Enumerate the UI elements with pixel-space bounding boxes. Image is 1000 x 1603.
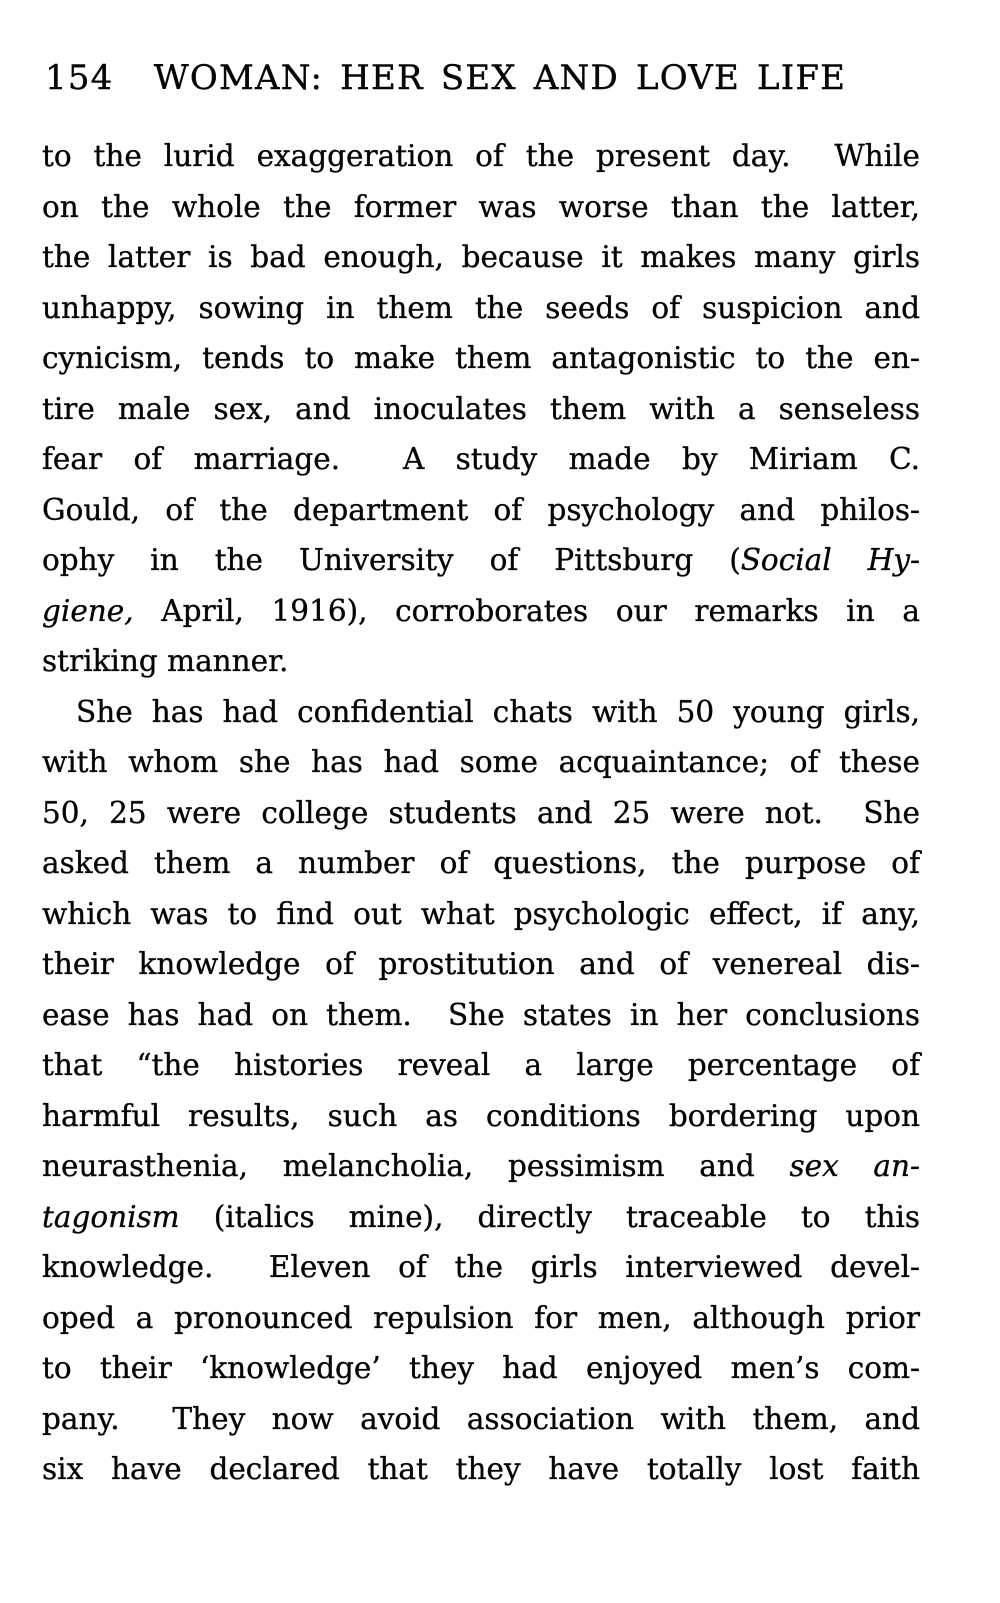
text-line (42, 1343, 920, 1394)
text-segment: that “the histories reveal a large percentage of (42, 1048, 920, 1082)
text-line (42, 1242, 920, 1293)
text-block (42, 131, 920, 1495)
text-segment: knowledge. Eleven of the girls interviewed devel- (42, 1250, 920, 1284)
text-line (42, 434, 920, 485)
text-line (42, 1091, 920, 1142)
text-segment: tire male sex, and inoculates them with a senseless (42, 391, 920, 426)
text-line (42, 838, 920, 889)
text-segment: ophy in the University of Pittsburg ( (42, 543, 741, 577)
text-segment: six have declared that they have totally lost faith (42, 1452, 920, 1486)
text-line (42, 232, 920, 283)
text-line (42, 687, 920, 738)
text-segment-italic: Social Hy- (740, 543, 921, 577)
text-segment: the latter is bad enough, because it makes many girls (42, 240, 920, 274)
text-segment: harmful results, such as conditions bordering upon (42, 1098, 920, 1133)
text-line (42, 1394, 920, 1445)
page-header (0, 58, 1000, 106)
text-segment: pany. They now avoid association with them, and (42, 1401, 920, 1436)
text-line (42, 1141, 920, 1192)
text-segment: to their ‘knowledge’ they had enjoyed men’s com- (42, 1351, 920, 1385)
text-segment: She has had confidential chats with 50 young girls, (76, 694, 920, 729)
text-segment: cynicism, tends to make them antagonistic to the en- (42, 341, 920, 375)
text-segment: April, 1916), corroborates our remarks in a (133, 593, 920, 628)
text-segment: 50, 25 were college students and 25 were not. She (42, 795, 920, 830)
text-line (42, 990, 920, 1041)
text-segment: Gould, of the department of psychology and philos- (42, 492, 920, 527)
text-line (42, 586, 920, 637)
text-segment: their knowledge of prostitution and of venereal dis- (42, 947, 920, 981)
text-segment: to the lurid exaggeration of the present day. While (42, 139, 920, 173)
text-line (42, 485, 920, 536)
text-line (42, 939, 920, 990)
text-line (42, 182, 920, 233)
text-segment: (italics mine), directly traceable to this (179, 1199, 920, 1234)
page-number: 154 (45, 58, 114, 98)
text-line (42, 283, 920, 334)
text-segment: fear of marriage. A study made by Miriam C. (42, 442, 920, 476)
text-line (42, 1040, 920, 1091)
text-line (42, 384, 920, 435)
text-line (42, 1293, 920, 1344)
text-segment: neurasthenia, melancholia, pessimism and (42, 1149, 790, 1183)
text-segment: unhappy, sowing in them the seeds of suspicion and (42, 290, 920, 325)
text-line (42, 1444, 920, 1495)
text-segment: with whom she has had some acquaintance; of these (42, 745, 920, 779)
text-segment: asked them a number of questions, the purpose of (42, 846, 920, 880)
text-segment: ease has had on them. She states in her conclusions (42, 997, 920, 1032)
text-segment: oped a pronounced repulsion for men, although prior (42, 1300, 920, 1335)
running-title: WOMAN: HER SEX AND LOVE LIFE (153, 58, 847, 98)
text-line (42, 333, 920, 384)
text-segment-italic: tagonism (42, 1199, 180, 1234)
text-segment-italic: sex an- (789, 1149, 920, 1183)
text-line (42, 131, 920, 182)
text-segment-italic: giene, (42, 593, 134, 628)
text-segment: on the whole the former was worse than the latter, (42, 189, 920, 224)
text-line (42, 788, 920, 839)
text-line (42, 636, 920, 687)
text-segment: striking manner. (42, 644, 289, 678)
text-line (42, 889, 920, 940)
text-line (42, 1192, 920, 1243)
text-segment: which was to find out what psychologic effect, if any, (42, 896, 920, 931)
text-line (42, 535, 920, 586)
text-line (42, 737, 920, 788)
